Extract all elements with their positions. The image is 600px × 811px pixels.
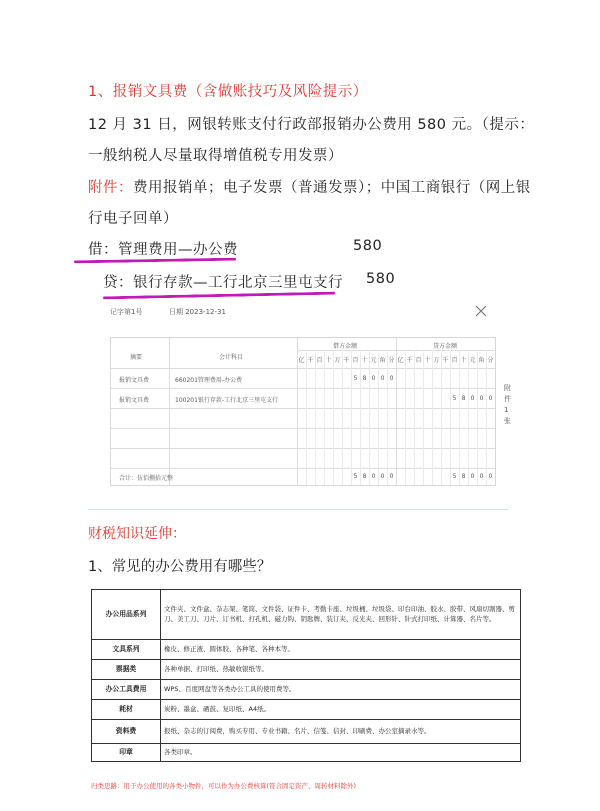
credit-digit-header: 亿 bbox=[397, 357, 404, 364]
total-debit-digit: 0 bbox=[389, 473, 394, 480]
extension-heading: 财税知识延伸： bbox=[88, 526, 186, 542]
digit-gridline bbox=[441, 350, 442, 485]
digit-gridline bbox=[369, 350, 370, 485]
credit-amount-digit: 5 bbox=[452, 395, 457, 402]
digit-gridline bbox=[432, 350, 433, 485]
total-debit-digit: 5 bbox=[353, 473, 358, 480]
digit-gridline bbox=[459, 350, 460, 485]
table-row bbox=[92, 680, 521, 700]
total-credit-digit: 0 bbox=[488, 473, 493, 480]
section-title: 1、报销文具费（含做账技巧及风险提示） bbox=[88, 84, 368, 100]
attachment-label: 附件： bbox=[88, 180, 133, 196]
table-row bbox=[92, 640, 521, 660]
debit-digit-header: 万 bbox=[334, 357, 341, 364]
debit-digit-header: 亿 bbox=[298, 357, 305, 364]
col-debit-header: 借方金额 bbox=[333, 343, 358, 350]
total-debit-digit: 0 bbox=[371, 473, 376, 480]
content-cell: 炭粉、墨盒、硒鼓、复印纸、A4纸。 bbox=[161, 700, 521, 720]
digit-gridline bbox=[486, 350, 487, 485]
credit-amount: 580 bbox=[366, 271, 396, 287]
category-cell: 办公用品系列 bbox=[92, 590, 161, 640]
credit-entry: 贷：银行存款—工行北京三里屯支行 bbox=[103, 275, 343, 291]
digit-gridline bbox=[333, 350, 334, 485]
content-cell: WPS、百度网盘等各类办公工具的使用费等。 bbox=[161, 680, 521, 700]
total-credit-digit: 0 bbox=[479, 473, 484, 480]
credit-amount-digit: 0 bbox=[470, 395, 475, 402]
table-row bbox=[92, 720, 521, 744]
extension-subheading: 1、常见的办公费用有哪些？ bbox=[88, 559, 272, 575]
credit-digit-header: 角 bbox=[478, 357, 485, 364]
row1-account: 660201管理费用-办公费 bbox=[175, 377, 243, 384]
debit-digit-header: 分 bbox=[388, 357, 395, 364]
debit-digit-header: 百 bbox=[352, 357, 359, 364]
digit-gridline bbox=[378, 350, 379, 485]
debit-amount-digit: 8 bbox=[362, 375, 367, 382]
debit-amount-digit: 0 bbox=[371, 375, 376, 382]
voucher-number: 记字第1号 bbox=[110, 308, 143, 316]
category-cell: 印章 bbox=[92, 744, 161, 762]
col-account-header: 会计科目 bbox=[219, 354, 244, 361]
debit-amount-digit: 5 bbox=[353, 375, 358, 382]
total-credit-digit: 8 bbox=[461, 473, 466, 480]
credit-digit-header: 元 bbox=[469, 357, 476, 364]
debit-amount-digit: 0 bbox=[389, 375, 394, 382]
digit-gridline bbox=[477, 350, 478, 485]
credit-digit-header: 十 bbox=[460, 357, 467, 364]
debit-digit-header: 千 bbox=[343, 357, 350, 364]
table-row bbox=[92, 700, 521, 720]
content-cell: 文件夹、文件盒、杂志架、笔筒、文件袋、证件卡、考勤卡座、垃圾桶、垃圾袋、印台印油、胶水、胶带、风扇切割器、剪刀、美工刀、刀片、订书机、打孔机、磁力钩、钥匙牌、装订夹、反光夹、回形针、针式打印纸、计算器、名片等。 bbox=[161, 590, 521, 640]
credit-digit-header: 千 bbox=[406, 357, 413, 364]
digit-gridline bbox=[360, 350, 361, 485]
debit-digit-header: 角 bbox=[379, 357, 386, 364]
digit-gridline bbox=[468, 350, 469, 485]
debit-amount-digit: 0 bbox=[380, 375, 385, 382]
attachment-text-1: 费用报销单；电子发票（普通发票）；中国工商银行（网上银 bbox=[133, 180, 531, 196]
attachment-count: 附件 1 张 bbox=[504, 384, 511, 425]
total-debit-digit: 8 bbox=[362, 473, 367, 480]
row2-account: 100201银行存款-工行北京三里屯支行 bbox=[175, 397, 279, 404]
total-label: 合计：伍佰捌拾元整 bbox=[119, 475, 174, 482]
col-summary-header: 摘要 bbox=[130, 354, 143, 361]
content-cell: 各种单据、打印纸、热敏收银纸等。 bbox=[161, 660, 521, 680]
voucher-table bbox=[110, 337, 496, 486]
credit-underline bbox=[103, 292, 335, 300]
classification-note: 归类思路：用于办公使用的各类小物件，可以作为办公费核算(符合固定资产、周转材料除外) bbox=[91, 782, 357, 790]
total-credit-digit: 5 bbox=[452, 473, 457, 480]
digit-gridline bbox=[315, 350, 316, 485]
category-cell: 资料费 bbox=[92, 720, 161, 744]
description-line-2: 一般纳税人尽量取得增值税专用发票） bbox=[88, 148, 343, 164]
divider bbox=[88, 509, 508, 510]
office-expense-table bbox=[91, 589, 521, 762]
credit-digit-header: 万 bbox=[433, 357, 440, 364]
debit-entry: 借：管理费用—办公费 bbox=[88, 242, 238, 258]
category-cell: 耗材 bbox=[92, 700, 161, 720]
category-cell: 票据类 bbox=[92, 660, 161, 680]
digit-gridline bbox=[342, 350, 343, 485]
description-line-1: 12 月 31 日，网银转账支付行政部报销办公费用 580 元。（提示： bbox=[88, 117, 535, 133]
debit-digit-header: 十 bbox=[361, 357, 368, 364]
debit-digit-header: 百 bbox=[316, 357, 323, 364]
debit-amount: 580 bbox=[353, 238, 383, 254]
voucher-date: 日期 2023-12-31 bbox=[169, 308, 226, 316]
attachment-line-1 bbox=[88, 176, 531, 197]
total-credit-digit: 0 bbox=[470, 473, 475, 480]
content-cell: 报纸、杂志的订阅费，购买专用、专业书籍、名片、信笺、信封、印刷费、办公室摘录水等。 bbox=[161, 720, 521, 744]
credit-digit-header: 十 bbox=[424, 357, 431, 364]
content-cell: 各类印章。 bbox=[161, 744, 521, 762]
content-cell: 橡皮、修正液、圆体胶、各种笔、各种本等。 bbox=[161, 640, 521, 660]
col-credit-header: 贷方金额 bbox=[433, 343, 458, 350]
credit-amount-digit: 0 bbox=[488, 395, 493, 402]
table-row bbox=[92, 660, 521, 680]
total-debit-digit: 0 bbox=[380, 473, 385, 480]
debit-digit-header: 元 bbox=[370, 357, 377, 364]
debit-digit-header: 十 bbox=[325, 357, 332, 364]
digit-gridline bbox=[351, 350, 352, 485]
table-row bbox=[92, 590, 521, 640]
debit-digit-header: 千 bbox=[307, 357, 314, 364]
digit-gridline bbox=[450, 350, 451, 485]
digit-gridline bbox=[324, 350, 325, 485]
credit-digit-header: 分 bbox=[487, 357, 494, 364]
digit-gridline bbox=[423, 350, 424, 485]
credit-amount-digit: 0 bbox=[479, 395, 484, 402]
digit-gridline bbox=[414, 350, 415, 485]
row1-summary: 报销文具费 bbox=[119, 377, 150, 384]
row2-summary: 报销文具费 bbox=[119, 397, 150, 404]
credit-digit-header: 百 bbox=[451, 357, 458, 364]
table-row bbox=[92, 744, 521, 762]
attachment-line-2: 行电子回单） bbox=[88, 211, 178, 227]
credit-amount-digit: 8 bbox=[461, 395, 466, 402]
category-cell: 文具系列 bbox=[92, 640, 161, 660]
close-icon[interactable] bbox=[475, 302, 487, 314]
digit-gridline bbox=[387, 350, 388, 485]
category-cell: 办公工具费用 bbox=[92, 680, 161, 700]
digit-gridline bbox=[306, 350, 307, 485]
credit-digit-header: 百 bbox=[415, 357, 422, 364]
credit-digit-header: 千 bbox=[442, 357, 449, 364]
digit-gridline bbox=[405, 350, 406, 485]
